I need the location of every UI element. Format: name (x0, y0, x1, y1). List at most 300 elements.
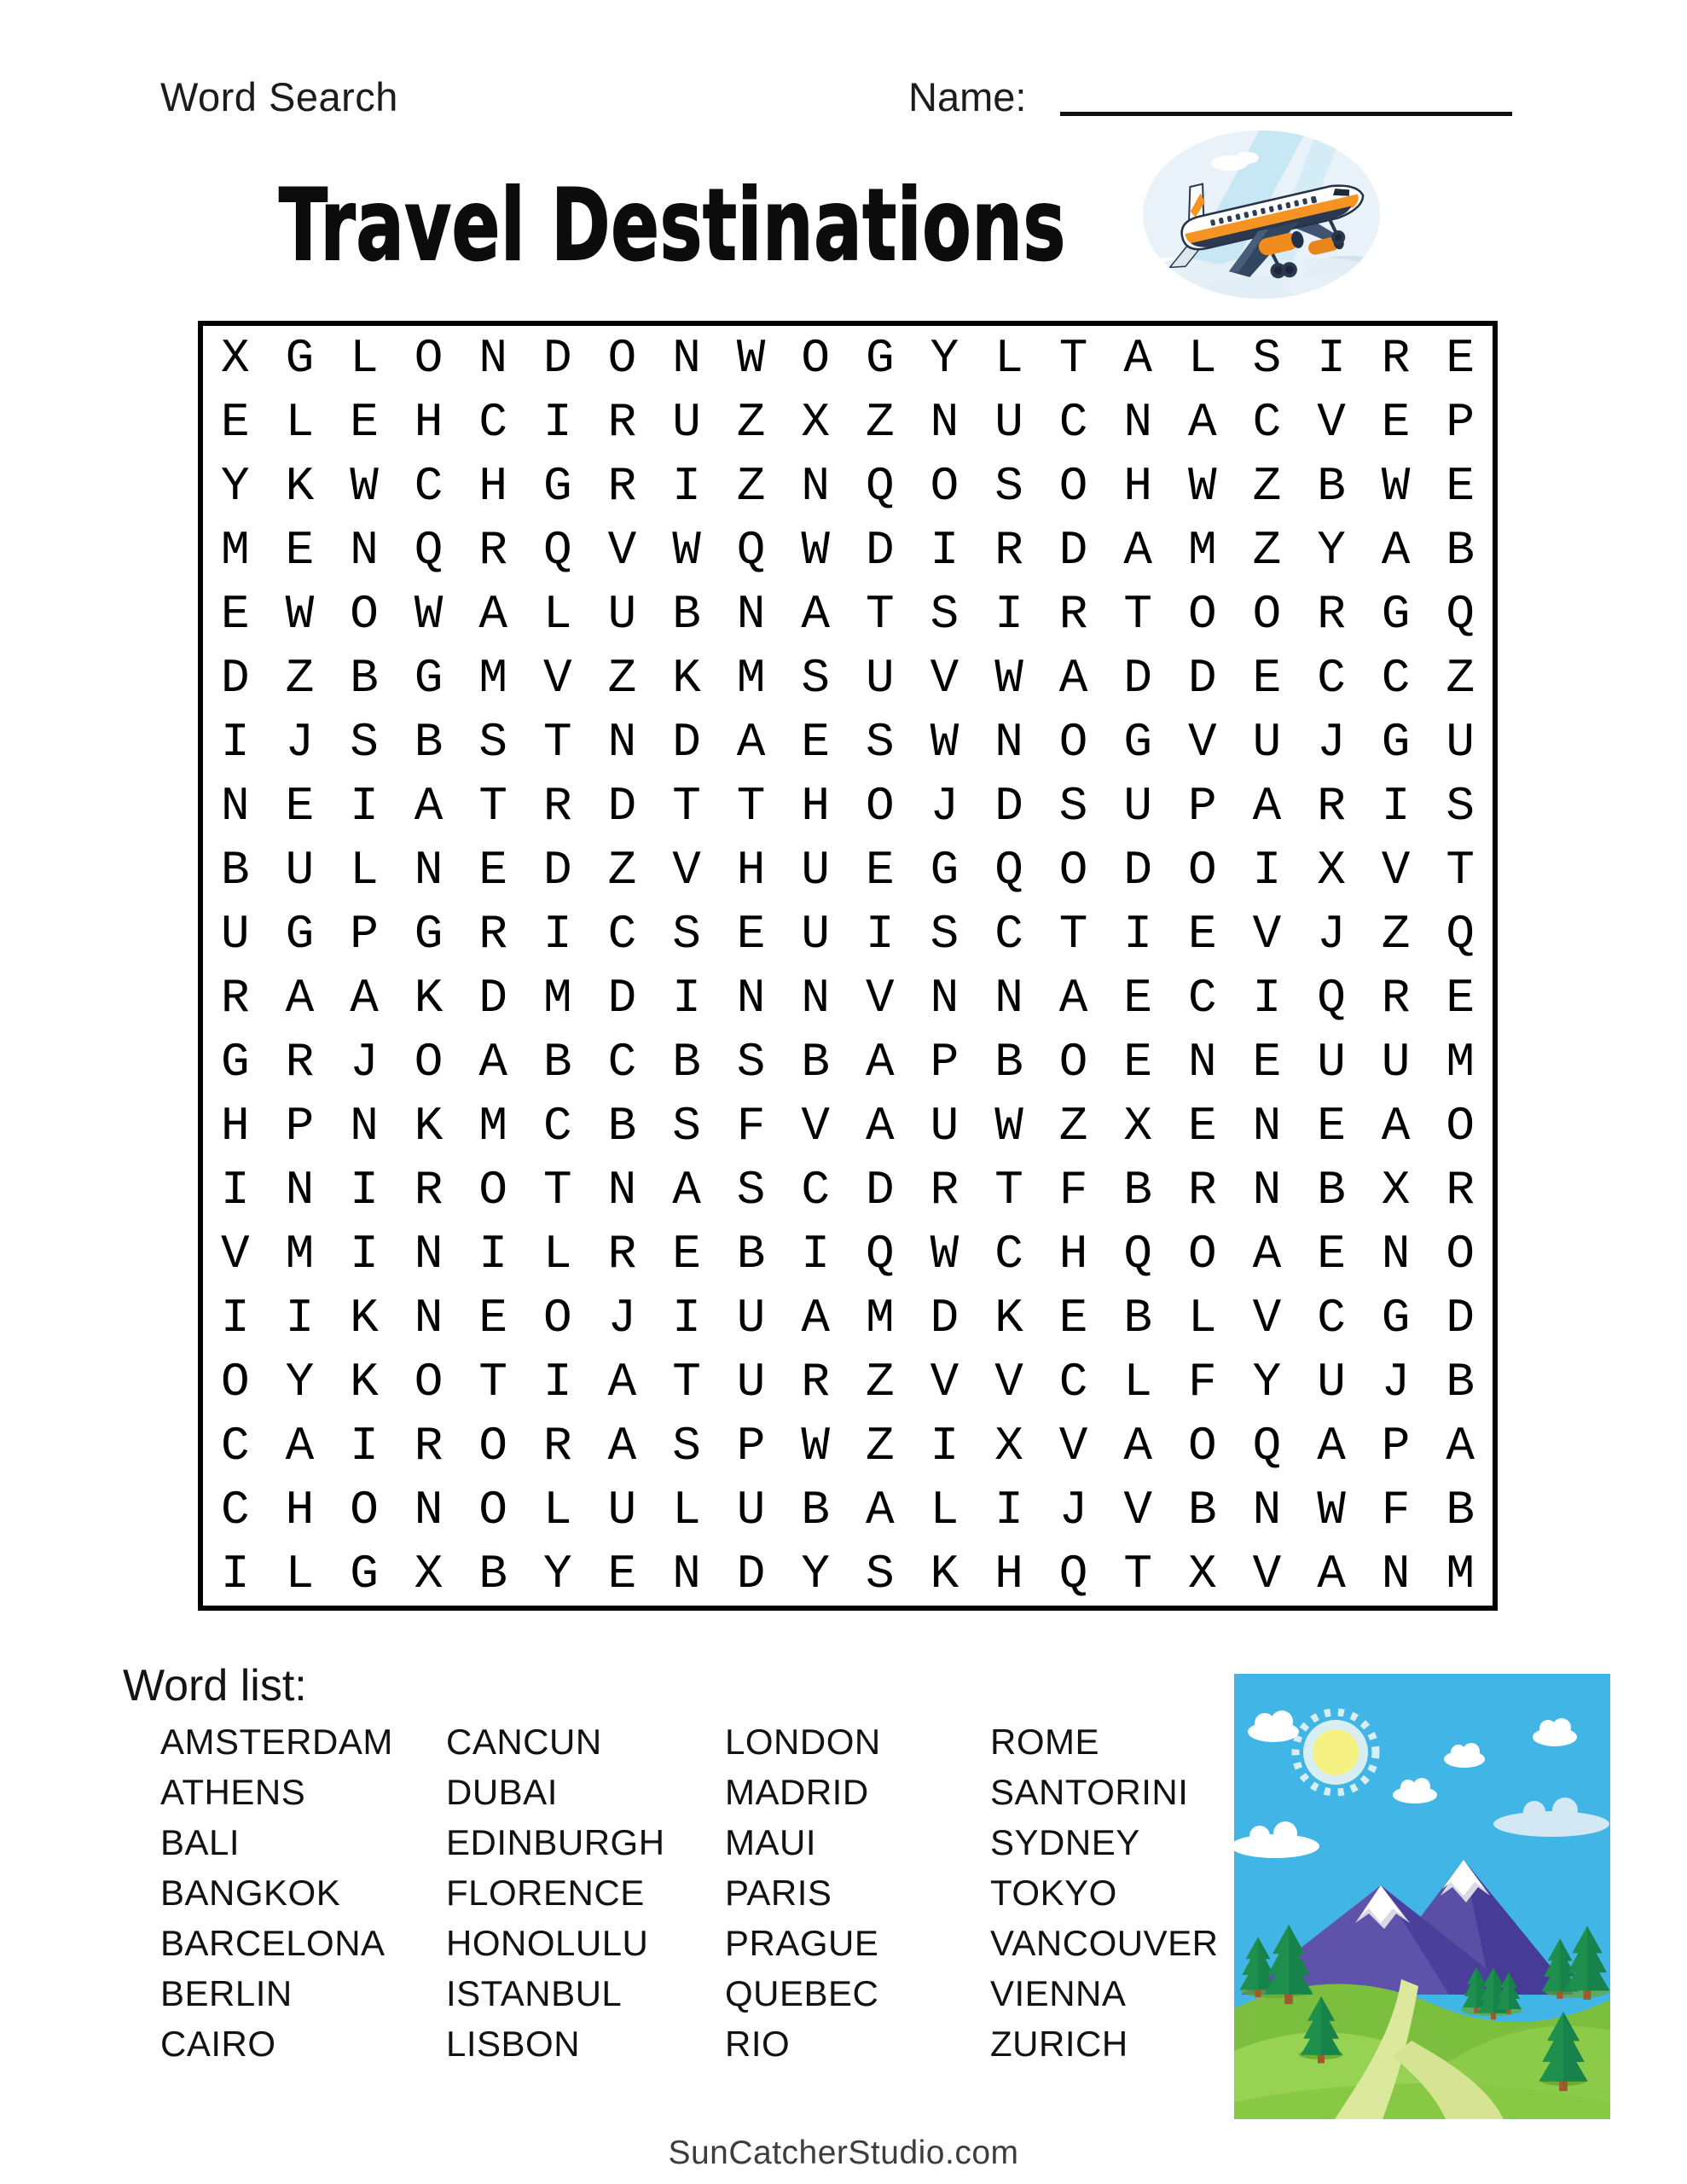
grid-cell-r12c1: G (220, 1034, 250, 1089)
grid-cell-r18c12: I (930, 1418, 959, 1473)
grid-cell-r12c15: E (1123, 1034, 1152, 1089)
grid-cell-r19c10: B (801, 1482, 830, 1537)
grid-cell-r12c8: B (672, 1034, 701, 1089)
grid-cell-r15c15: Q (1123, 1226, 1152, 1281)
grid-cell-r11c13: N (994, 970, 1023, 1025)
grid-cell-r8c11: O (865, 778, 895, 834)
grid-cell-r1c7: O (607, 330, 637, 386)
grid-cell-r20c14: Q (1058, 1546, 1088, 1601)
grid-cell-r12c4: O (414, 1034, 443, 1089)
grid-cell-r19c13: I (994, 1482, 1023, 1537)
grid-cell-r4c20: B (1446, 522, 1475, 578)
grid-cell-r2c8: U (672, 394, 701, 450)
grid-cell-r18c20: A (1446, 1418, 1475, 1473)
grid-cell-r5c9: N (736, 586, 766, 642)
grid-cell-r10c1: U (220, 906, 250, 961)
word-list-item: ISTANBUL (446, 1973, 623, 2013)
grid-cell-r9c3: L (350, 842, 379, 897)
word-list-item: PRAGUE (725, 1923, 879, 1963)
grid-cell-r3c1: Y (220, 458, 250, 514)
grid-cell-r6c17: E (1252, 650, 1282, 706)
grid-cell-r9c13: Q (994, 842, 1023, 897)
grid-cell-r20c11: S (865, 1546, 895, 1601)
grid-cell-r20c10: Y (801, 1546, 830, 1601)
grid-cell-r15c14: H (1058, 1226, 1088, 1281)
grid-cell-r19c15: V (1123, 1482, 1152, 1537)
grid-cell-r9c15: D (1123, 842, 1152, 897)
word-list-item: BARCELONA (160, 1923, 386, 1963)
grid-cell-r2c10: X (801, 394, 830, 450)
grid-cell-r7c7: N (607, 714, 637, 770)
grid-cell-r1c15: A (1123, 330, 1152, 386)
grid-cell-r7c10: E (801, 714, 830, 770)
grid-cell-r20c17: V (1252, 1546, 1282, 1601)
grid-cell-r18c10: W (801, 1418, 830, 1473)
word-list-item: CAIRO (160, 2024, 276, 2064)
word-list-column-3 (725, 1716, 881, 2069)
grid-cell-r16c17: V (1252, 1290, 1282, 1345)
grid-cell-r18c8: S (672, 1418, 701, 1473)
grid-cell-r18c2: A (285, 1418, 315, 1473)
grid-cell-r10c8: S (672, 906, 701, 961)
grid-cell-r2c13: U (994, 394, 1023, 450)
grid-cell-r2c4: H (414, 394, 443, 450)
grid-cell-r4c10: W (801, 522, 830, 578)
grid-cell-r8c17: A (1252, 778, 1282, 834)
grid-cell-r19c1: C (220, 1482, 250, 1537)
grid-cell-r5c18: R (1317, 586, 1346, 642)
grid-cell-r12c13: B (994, 1034, 1023, 1089)
grid-cell-r19c5: O (478, 1482, 507, 1537)
grid-cell-r14c7: N (607, 1162, 637, 1217)
grid-cell-r16c1: I (220, 1290, 250, 1345)
grid-cell-r6c18: C (1317, 650, 1346, 706)
grid-cell-r12c7: C (607, 1034, 637, 1089)
grid-cell-r9c17: I (1252, 842, 1282, 897)
grid-cell-r8c18: R (1317, 778, 1346, 834)
grid-cell-r17c17: Y (1252, 1354, 1282, 1409)
word-list-item: MAUI (725, 1822, 816, 1862)
grid-cell-r8c4: A (414, 778, 443, 834)
word-list-item: FLORENCE (446, 1873, 645, 1913)
grid-cell-r16c9: U (736, 1290, 766, 1345)
grid-cell-r3c18: B (1317, 458, 1346, 514)
grid-cell-r8c19: I (1381, 778, 1411, 834)
grid-cell-r8c6: R (542, 778, 572, 834)
grid-cell-r16c18: C (1317, 1290, 1346, 1345)
grid-cell-r4c15: A (1123, 522, 1152, 578)
grid-cell-r10c10: U (801, 906, 830, 961)
grid-cell-r13c11: A (865, 1098, 895, 1153)
grid-cell-r19c8: L (672, 1482, 701, 1537)
grid-cell-r8c9: T (736, 778, 766, 834)
grid-cell-r4c11: D (865, 522, 895, 578)
grid-cell-r13c13: W (994, 1098, 1023, 1153)
grid-cell-r6c4: G (414, 650, 443, 706)
grid-cell-r17c2: Y (285, 1354, 315, 1409)
word-list-item: BERLIN (160, 1973, 293, 2013)
grid-cell-r9c6: D (542, 842, 572, 897)
grid-cell-r8c14: S (1058, 778, 1088, 834)
grid-cell-r8c15: U (1123, 778, 1152, 834)
grid-cell-r11c17: I (1252, 970, 1282, 1025)
grid-cell-r13c10: V (801, 1098, 830, 1153)
grid-cell-r7c20: U (1446, 714, 1475, 770)
grid-cell-r4c1: M (220, 522, 250, 578)
grid-cell-r9c11: E (865, 842, 895, 897)
word-list-item: ZURICH (990, 2024, 1128, 2064)
grid-cell-r15c16: O (1187, 1226, 1217, 1281)
grid-cell-r3c19: W (1381, 458, 1411, 514)
grid-cell-r1c2: G (285, 330, 315, 386)
grid-cell-r5c11: T (865, 586, 895, 642)
grid-cell-r14c9: S (736, 1162, 766, 1217)
grid-cell-r15c7: R (607, 1226, 637, 1281)
grid-cell-r1c11: G (865, 330, 895, 386)
grid-cell-r14c14: F (1058, 1162, 1088, 1217)
grid-cell-r2c7: R (607, 394, 637, 450)
grid-cell-r7c3: S (350, 714, 379, 770)
grid-cell-r6c5: M (478, 650, 507, 706)
grid-cell-r10c18: J (1317, 906, 1346, 961)
grid-cell-r5c14: R (1058, 586, 1088, 642)
word-list-item: MADRID (725, 1772, 869, 1812)
word-list-item: TOKYO (990, 1873, 1117, 1913)
grid-cell-r16c6: O (542, 1290, 572, 1345)
grid-cell-r12c2: R (285, 1034, 315, 1089)
grid-cell-r7c19: G (1381, 714, 1411, 770)
grid-cell-r1c18: I (1317, 330, 1346, 386)
grid-cell-r15c2: M (285, 1226, 315, 1281)
grid-cell-r18c15: A (1123, 1418, 1152, 1473)
grid-cell-r19c3: O (350, 1482, 379, 1537)
grid-cell-r10c19: Z (1381, 906, 1411, 961)
grid-cell-r9c12: G (930, 842, 959, 897)
grid-cell-r17c19: J (1381, 1354, 1411, 1409)
grid-cell-r15c4: N (414, 1226, 443, 1281)
word-list-item: EDINBURGH (446, 1822, 665, 1862)
grid-cell-r20c9: D (736, 1546, 766, 1601)
grid-cell-r20c6: Y (542, 1546, 572, 1601)
grid-cell-r9c1: B (220, 842, 250, 897)
grid-cell-r4c8: W (672, 522, 701, 578)
grid-cell-r12c5: A (478, 1034, 507, 1089)
grid-cell-r2c2: L (285, 394, 315, 450)
grid-cell-r13c4: K (414, 1098, 443, 1153)
grid-cell-r7c14: O (1058, 714, 1088, 770)
grid-cell-r10c20: Q (1446, 906, 1475, 961)
grid-cell-r15c13: C (994, 1226, 1023, 1281)
grid-cell-r1c17: S (1252, 330, 1282, 386)
grid-cell-r2c15: N (1123, 394, 1152, 450)
grid-cell-r4c7: V (607, 522, 637, 578)
word-list-item: SANTORINI (990, 1772, 1189, 1812)
grid-cell-r17c20: B (1446, 1354, 1475, 1409)
grid-cell-r16c8: I (672, 1290, 701, 1345)
grid-cell-r18c16: O (1187, 1418, 1217, 1473)
grid-cell-r13c20: O (1446, 1098, 1475, 1153)
grid-cell-r12c18: U (1317, 1034, 1346, 1089)
grid-cell-r5c16: O (1187, 586, 1217, 642)
grid-cell-r13c5: M (478, 1098, 507, 1153)
grid-cell-r4c5: R (478, 522, 507, 578)
grid-cell-r5c19: G (1381, 586, 1411, 642)
grid-cell-r17c6: I (542, 1354, 572, 1409)
grid-cell-r2c5: C (478, 394, 507, 450)
grid-cell-r13c2: P (285, 1098, 315, 1153)
grid-cell-r17c3: K (350, 1354, 379, 1409)
landscape-illustration (1234, 1674, 1610, 2119)
grid-cell-r5c20: Q (1446, 586, 1475, 642)
grid-cell-r18c14: V (1058, 1418, 1088, 1473)
grid-cell-r13c3: N (350, 1098, 379, 1153)
grid-cell-r20c13: H (994, 1546, 1023, 1601)
grid-cell-r9c2: U (285, 842, 315, 897)
grid-cell-r10c5: R (478, 906, 507, 961)
grid-cell-r6c11: U (865, 650, 895, 706)
website-credit: SunCatcherStudio.com (668, 2135, 1019, 2171)
grid-cell-r13c15: X (1123, 1098, 1152, 1153)
puzzle-grid (198, 321, 1498, 1611)
grid-cell-r5c10: A (801, 586, 830, 642)
grid-cell-r8c3: I (350, 778, 379, 834)
word-list-item: PARIS (725, 1873, 832, 1913)
grid-cell-r2c18: V (1317, 394, 1346, 450)
grid-cell-r8c2: E (285, 778, 315, 834)
grid-cell-r10c16: E (1187, 906, 1217, 961)
grid-cell-r3c12: O (930, 458, 959, 514)
grid-cell-r6c9: M (736, 650, 766, 706)
grid-cell-r14c16: R (1187, 1162, 1217, 1217)
grid-cell-r16c19: G (1381, 1290, 1411, 1345)
grid-cell-r8c7: D (607, 778, 637, 834)
grid-cell-r9c10: U (801, 842, 830, 897)
grid-cell-r7c15: G (1123, 714, 1152, 770)
grid-cell-r11c10: N (801, 970, 830, 1025)
word-list-item: VIENNA (990, 1973, 1127, 2013)
grid-cell-r5c1: E (220, 586, 250, 642)
grid-cell-r18c19: P (1381, 1418, 1411, 1473)
grid-cell-r18c17: Q (1252, 1418, 1282, 1473)
grid-cell-r15c11: Q (865, 1226, 895, 1281)
grid-cell-r4c3: N (350, 522, 379, 578)
grid-cell-r13c16: E (1187, 1098, 1217, 1153)
grid-cell-r2c19: E (1381, 394, 1411, 450)
grid-cell-r3c9: Z (736, 458, 766, 514)
grid-cell-r19c20: B (1446, 1482, 1475, 1537)
grid-cell-r3c2: K (285, 458, 315, 514)
grid-cell-r14c20: R (1446, 1162, 1475, 1217)
grid-cell-r14c11: D (865, 1162, 895, 1217)
grid-cell-r7c8: D (672, 714, 701, 770)
grid-cell-r14c19: X (1381, 1162, 1411, 1217)
grid-cell-r8c10: H (801, 778, 830, 834)
grid-cell-r9c18: X (1317, 842, 1346, 897)
grid-cell-r18c3: I (350, 1418, 379, 1473)
grid-cell-r2c3: E (350, 394, 379, 450)
grid-cell-r17c7: A (607, 1354, 637, 1409)
grid-cell-r2c20: P (1446, 394, 1475, 450)
grid-cell-r8c12: J (930, 778, 959, 834)
grid-cell-r6c6: V (542, 650, 572, 706)
grid-cell-r12c9: S (736, 1034, 766, 1089)
grid-cell-r14c8: A (672, 1162, 701, 1217)
grid-cell-r16c16: L (1187, 1290, 1217, 1345)
grid-cell-r12c17: E (1252, 1034, 1282, 1089)
grid-cell-r6c20: Z (1446, 650, 1475, 706)
grid-cell-r17c15: L (1123, 1354, 1152, 1409)
grid-cell-r11c9: N (736, 970, 766, 1025)
grid-cell-r4c19: A (1381, 522, 1411, 578)
grid-cell-r11c7: D (607, 970, 637, 1025)
grid-cell-r17c16: F (1187, 1354, 1217, 1409)
grid-cell-r15c9: B (736, 1226, 766, 1281)
grid-cell-r5c6: L (542, 586, 572, 642)
grid-cell-r3c13: S (994, 458, 1023, 514)
grid-cell-r11c20: E (1446, 970, 1475, 1025)
grid-cell-r15c5: I (478, 1226, 507, 1281)
doc-type-label: Word Search (160, 74, 398, 119)
grid-cell-r14c4: R (414, 1162, 443, 1217)
grid-cell-r7c1: I (220, 714, 250, 770)
grid-cell-r11c15: E (1123, 970, 1152, 1025)
grid-cell-r4c17: Z (1252, 522, 1282, 578)
grid-cell-r5c7: U (607, 586, 637, 642)
grid-cell-r7c17: U (1252, 714, 1282, 770)
grid-cell-r9c14: O (1058, 842, 1088, 897)
grid-cell-r15c17: A (1252, 1226, 1282, 1281)
word-list-column-2 (446, 1716, 665, 2069)
grid-cell-r12c20: M (1446, 1034, 1475, 1089)
word-list-column-1 (160, 1716, 393, 2069)
grid-cell-r12c3: J (350, 1034, 379, 1089)
grid-cell-r17c14: C (1058, 1354, 1088, 1409)
name-blank-line (1060, 112, 1512, 116)
grid-cell-r20c20: M (1446, 1546, 1475, 1601)
grid-cell-r19c14: J (1058, 1482, 1088, 1537)
grid-cell-r10c4: G (414, 906, 443, 961)
grid-cell-r20c4: X (414, 1546, 443, 1601)
grid-cell-r5c4: W (414, 586, 443, 642)
grid-cell-r16c4: N (414, 1290, 443, 1345)
page-title: Travel Destinations (279, 168, 1066, 283)
grid-cell-r11c6: M (542, 970, 572, 1025)
grid-cell-r9c20: T (1446, 842, 1475, 897)
word-list-column-4 (990, 1716, 1218, 2069)
word-list-item: LONDON (725, 1722, 881, 1762)
grid-cell-r16c15: B (1123, 1290, 1152, 1345)
airplane-illustration (1137, 126, 1386, 304)
grid-cell-r5c13: I (994, 586, 1023, 642)
grid-cell-r11c14: A (1058, 970, 1088, 1025)
word-list-item: BALI (160, 1822, 241, 1862)
grid-cell-r17c10: R (801, 1354, 830, 1409)
grid-cell-r15c3: I (350, 1226, 379, 1281)
grid-cell-r14c17: N (1252, 1162, 1282, 1217)
word-list-item: ATHENS (160, 1772, 306, 1812)
grid-cell-r11c12: N (930, 970, 959, 1025)
grid-cell-r7c11: S (865, 714, 895, 770)
grid-cell-r7c2: J (285, 714, 315, 770)
word-list-item: SYDNEY (990, 1822, 1140, 1862)
grid-cell-r18c11: Z (865, 1418, 895, 1473)
word-list-heading: Word list: (123, 1661, 307, 1711)
grid-cell-r1c1: X (220, 330, 250, 386)
grid-cell-r6c10: S (801, 650, 830, 706)
grid-cell-r6c2: Z (285, 650, 315, 706)
grid-cell-r16c11: M (865, 1290, 895, 1345)
grid-cell-r6c15: D (1123, 650, 1152, 706)
grid-cell-r14c13: T (994, 1162, 1023, 1217)
grid-cell-r9c16: O (1187, 842, 1217, 897)
grid-cell-r6c13: W (994, 650, 1023, 706)
grid-cell-r13c9: F (736, 1098, 766, 1153)
grid-cell-r12c10: B (801, 1034, 830, 1089)
grid-cell-r20c2: L (285, 1546, 315, 1601)
grid-cell-r18c18: A (1317, 1418, 1346, 1473)
grid-cell-r3c10: N (801, 458, 830, 514)
grid-cell-r8c8: T (672, 778, 701, 834)
grid-cell-r16c20: D (1446, 1290, 1475, 1345)
grid-cell-r15c12: W (930, 1226, 959, 1281)
grid-cell-r5c15: T (1123, 586, 1152, 642)
name-label: Name: (908, 74, 1027, 119)
grid-cell-r19c2: H (285, 1482, 315, 1537)
grid-cell-r10c9: E (736, 906, 766, 961)
grid-cell-r5c8: B (672, 586, 701, 642)
grid-cell-r11c5: D (478, 970, 507, 1025)
grid-cell-r6c3: B (350, 650, 379, 706)
grid-cell-r3c8: I (672, 458, 701, 514)
grid-cell-r14c12: R (930, 1162, 959, 1217)
grid-cell-r10c3: P (350, 906, 379, 961)
grid-cell-r4c16: M (1187, 522, 1217, 578)
grid-cell-r5c17: O (1252, 586, 1282, 642)
grid-cell-r11c3: A (350, 970, 379, 1025)
grid-cell-r7c16: V (1187, 714, 1217, 770)
grid-cell-r14c6: T (542, 1162, 572, 1217)
grid-cell-r3c3: W (350, 458, 379, 514)
grid-cell-r3c4: C (414, 458, 443, 514)
grid-cell-r4c14: D (1058, 522, 1088, 578)
grid-cell-r14c3: I (350, 1162, 379, 1217)
grid-cell-r5c2: W (285, 586, 315, 642)
grid-cell-r15c20: O (1446, 1226, 1475, 1281)
grid-cell-r11c18: Q (1317, 970, 1346, 1025)
grid-cell-r7c9: A (736, 714, 766, 770)
grid-cell-r13c8: S (672, 1098, 701, 1153)
grid-cell-r13c19: A (1381, 1098, 1411, 1153)
grid-cell-r12c19: U (1381, 1034, 1411, 1089)
grid-cell-r4c9: Q (736, 522, 766, 578)
grid-cell-r4c18: Y (1317, 522, 1346, 578)
grid-cell-r8c5: T (478, 778, 507, 834)
grid-cell-r16c3: K (350, 1290, 379, 1345)
grid-cell-r10c2: G (285, 906, 315, 961)
grid-cell-r12c12: P (930, 1034, 959, 1089)
grid-cell-r17c13: V (994, 1354, 1023, 1409)
grid-cell-r4c2: E (285, 522, 315, 578)
grid-cell-r17c12: V (930, 1354, 959, 1409)
grid-cell-r10c15: I (1123, 906, 1152, 961)
grid-cell-r5c3: O (350, 586, 379, 642)
grid-cell-r1c4: O (414, 330, 443, 386)
grid-cell-r12c6: B (542, 1034, 572, 1089)
grid-cell-r14c18: B (1317, 1162, 1346, 1217)
grid-cell-r7c5: S (478, 714, 507, 770)
grid-cell-r15c19: N (1381, 1226, 1411, 1281)
grid-cell-r9c19: V (1381, 842, 1411, 897)
